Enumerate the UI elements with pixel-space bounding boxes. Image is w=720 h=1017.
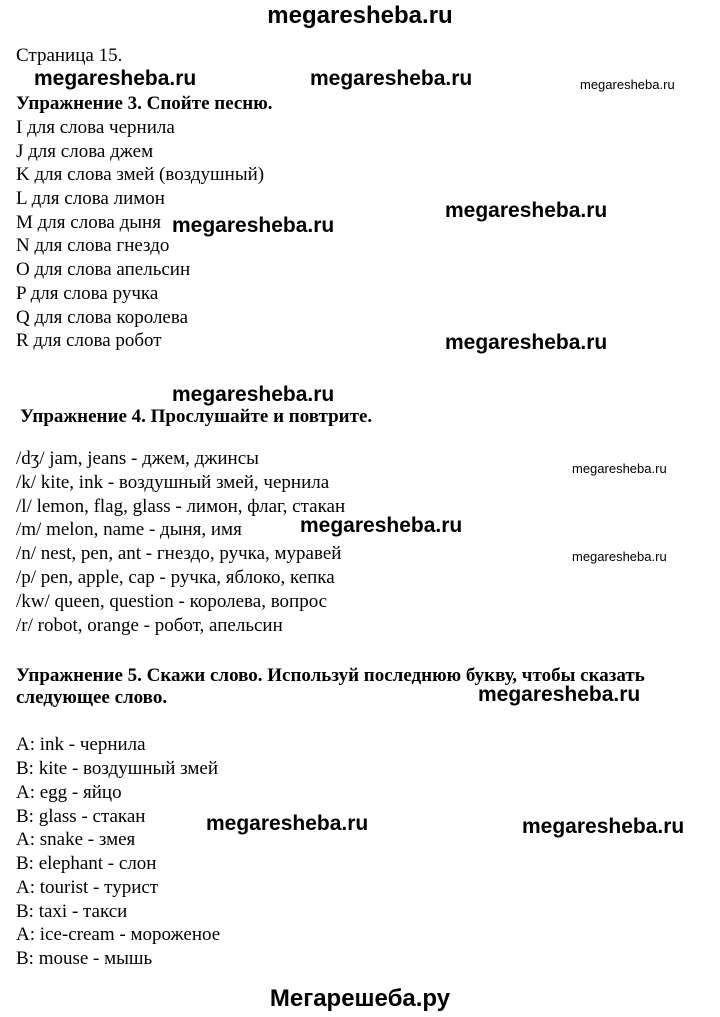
watermark-6: megaresheba.ru (172, 383, 335, 406)
list-item: /p/ pen, apple, cap - ручка, яблоко, кепка (16, 567, 335, 588)
list-item: B: kite - воздушный змей (16, 758, 219, 779)
list-item: A: ice-cream - мороженое (16, 924, 221, 945)
list-item: B: taxi - такси (16, 901, 128, 922)
list-item: /kw/ queen, question - королева, вопрос (16, 591, 328, 612)
list-item: K для слова змей (воздушный) (16, 164, 265, 185)
list-item: A: egg - яйцо (16, 782, 122, 803)
page-label: Страница 15. (16, 45, 123, 66)
watermark-8: megaresheba.ru (478, 683, 641, 706)
list-item: M для слова дыня (16, 212, 161, 233)
list-item: O для слова апельсин (16, 259, 191, 280)
list-item: /r/ robot, orange - робот, апельсин (16, 615, 283, 636)
list-item: B: glass - стакан (16, 806, 146, 827)
footer-watermark: Мегарешеба.ру (269, 985, 451, 1012)
watermark-10: megaresheba.ru (522, 815, 685, 838)
watermark-1: megaresheba.ru (34, 67, 197, 90)
list-item: A: ink - чернила (16, 734, 146, 755)
list-item: P для слова ручка (16, 283, 159, 304)
list-item: J для слова джем (16, 141, 154, 162)
list-item: A: snake - змея (16, 829, 136, 850)
list-item: B: elephant - слон (16, 853, 157, 874)
list-item: I для слова чернила (16, 117, 175, 138)
watermark-5: megaresheba.ru (445, 331, 608, 354)
watermark-small-3: megaresheba.ru (572, 549, 667, 564)
list-item: L для слова лимон (16, 188, 165, 209)
watermark-3: megaresheba.ru (172, 214, 335, 237)
watermark-2: megaresheba.ru (310, 67, 473, 90)
list-item: /n/ nest, pen, ant - гнездо, ручка, муравей (16, 543, 342, 564)
watermark-9: megaresheba.ru (206, 812, 369, 835)
list-item: /l/ lemon, flag, glass - лимон, флаг, стакан (16, 496, 346, 517)
watermark-small-2: megaresheba.ru (572, 461, 667, 476)
list-item: B: mouse - мышь (16, 948, 153, 969)
list-item: /k/ kite, ink - воздушный змей, чернила (16, 472, 330, 493)
exercise-5-title-line-2: следующее слово. (16, 687, 168, 708)
watermark-7: megaresheba.ru (300, 514, 463, 537)
exercise-3-title: Упражнение 3. Спойте песню. (16, 93, 273, 114)
list-item: N для слова гнездо (16, 235, 170, 256)
list-item: A: tourist - турист (16, 877, 159, 898)
exercise-4-title: Упражнение 4. Прослушайте и повтрите. (20, 406, 373, 427)
list-item: /m/ melon, name - дыня, имя (16, 519, 242, 540)
header-watermark: megaresheba.ru (267, 2, 453, 29)
watermark-4: megaresheba.ru (445, 199, 608, 222)
list-item: Q для слова королева (16, 307, 189, 328)
watermark-small-1: megaresheba.ru (580, 77, 675, 92)
list-item: /dʒ/ jam, jeans - джем, джинсы (16, 448, 259, 469)
exercise-5-title-line-1: Упражнение 5. Скажи слово. Используй последнюю букву, чтобы сказать (16, 665, 645, 686)
list-item: R для слова робот (16, 330, 162, 351)
